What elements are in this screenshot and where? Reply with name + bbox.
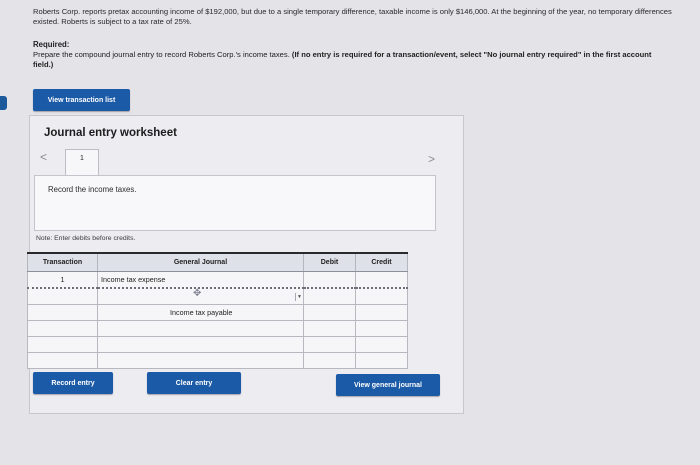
transaction-cell xyxy=(28,305,98,321)
view-general-journal-button[interactable]: View general journal xyxy=(336,374,440,396)
required-instruction: Prepare the compound journal entry to record Roberts Corp.'s income taxes. xyxy=(33,50,292,59)
credit-field[interactable] xyxy=(356,305,408,321)
journal-table xyxy=(27,252,408,369)
entry-description-box xyxy=(34,175,436,231)
credit-field[interactable] xyxy=(356,321,408,337)
tab-entry-1[interactable]: 1 xyxy=(65,149,99,177)
debit-field[interactable] xyxy=(304,321,356,337)
transaction-cell xyxy=(28,288,98,305)
header-credit: Credit xyxy=(356,253,408,272)
account-field[interactable] xyxy=(98,337,304,353)
clear-entry-button[interactable]: Clear entry xyxy=(147,372,241,394)
worksheet-title: Journal entry worksheet xyxy=(44,127,177,139)
header-debit: Debit xyxy=(304,253,356,272)
debit-field[interactable] xyxy=(304,305,356,321)
account-field[interactable]: Income tax expense xyxy=(98,272,304,289)
problem-statement: Roberts Corp. reports pretax accounting income of $192,000, but due to a single temporary difference, taxable income is only $146,000. At the beginning of the year, no temporary differences existed. Roberts is subject to a tax rate of 25%. xyxy=(33,7,672,26)
side-tab[interactable] xyxy=(0,96,7,110)
credit-field[interactable] xyxy=(356,272,408,289)
credit-field[interactable] xyxy=(356,337,408,353)
required-note: (If no entry is required for a transaction/event, select "No journal entry required" in the first account field.) xyxy=(33,50,652,69)
record-entry-button[interactable]: Record entry xyxy=(33,372,113,394)
required-text xyxy=(33,50,673,70)
table-row xyxy=(28,353,408,369)
debit-field[interactable] xyxy=(304,353,356,369)
account-field[interactable] xyxy=(98,353,304,369)
credit-field[interactable] xyxy=(356,353,408,369)
debits-note: Note: Enter debits before credits. xyxy=(36,235,136,242)
next-arrow-icon[interactable]: > xyxy=(428,152,436,166)
account-field[interactable] xyxy=(98,321,304,337)
transaction-cell xyxy=(28,321,98,337)
credit-field[interactable] xyxy=(356,288,408,305)
debit-field[interactable] xyxy=(304,337,356,353)
account-field[interactable]: Income tax payable xyxy=(98,305,304,321)
required-heading: Required: xyxy=(33,40,70,49)
entry-description: Record the income taxes. xyxy=(48,185,137,194)
previous-arrow-icon[interactable]: < xyxy=(40,150,48,164)
table-row xyxy=(28,305,408,321)
move-cross-icon: ✥ xyxy=(193,288,202,299)
header-general-journal: General Journal xyxy=(98,253,304,272)
transaction-cell: 1 xyxy=(28,272,98,289)
table-row xyxy=(28,337,408,353)
debit-field[interactable] xyxy=(304,272,356,289)
transaction-cell xyxy=(28,337,98,353)
table-row xyxy=(28,288,408,305)
transaction-cell xyxy=(28,353,98,369)
table-row xyxy=(28,272,408,289)
header-transaction: Transaction xyxy=(28,253,98,272)
view-transaction-list-button[interactable]: View transaction list xyxy=(33,89,130,111)
table-row xyxy=(28,321,408,337)
dropdown-arrow-icon[interactable]: ▼ xyxy=(295,293,303,301)
debit-field[interactable] xyxy=(304,288,356,305)
